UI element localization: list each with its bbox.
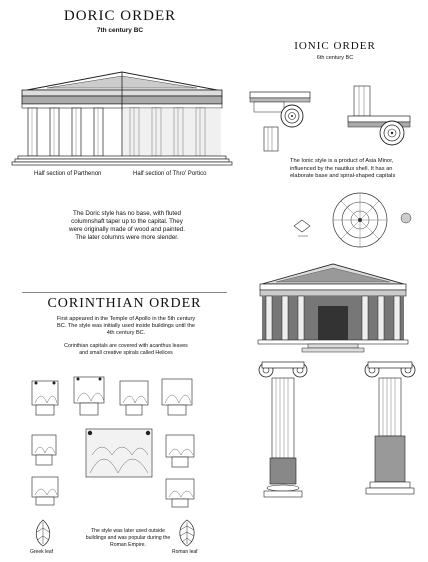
corinthian-capitals-grid — [30, 375, 200, 515]
corinthian-later-use: The style was later used outside buildings and was popular during the Roman Empire. — [85, 528, 171, 548]
corinthian-title: CORINTHIAN ORDER — [47, 296, 202, 311]
ionic-column-left — [258, 360, 308, 500]
doric-caption-left: Half section of Parthenon — [34, 171, 102, 177]
doric-temple-illustration — [12, 68, 232, 168]
doric-title: DORIC ORDER — [63, 8, 177, 24]
ionic-title: IONIC ORDER — [294, 40, 376, 52]
greek-leaf-label: Greek leaf — [30, 549, 54, 555]
ionic-capital-side — [348, 86, 410, 148]
corinthian-intro: First appeared in the Temple of Apollo in the 5th century BC. The style was initially used inside buildings until the 4th century BC. — [56, 316, 196, 336]
greek-leaf-illustration — [32, 518, 54, 548]
ionic-spiral-diagram — [288, 192, 418, 252]
corinthian-capitals-note: Corinthian capitals are covered with acanthus leaves and small creative spirals called Helices — [64, 343, 188, 356]
roman-leaf-label: Roman leaf — [172, 549, 198, 555]
ionic-subtitle: 6th century BC — [316, 55, 354, 61]
section-divider — [22, 292, 227, 293]
ionic-temple-illustration — [258, 262, 408, 352]
ionic-column-right — [364, 360, 416, 500]
doric-subtitle: 7th century BC — [96, 27, 144, 34]
doric-description: The Doric style has no base, with fluted columnshaft taper up to the capital. They were originally made of wood and painted. The later columns were more slender. — [69, 210, 185, 241]
doric-caption-right: Half section of Thro' Portico — [133, 171, 207, 177]
ionic-description: The Ionic style is a product of Asia Minor, influenced by the nautilus shell. It has an elaborate base and spiral-shaped capitals — [290, 158, 396, 179]
roman-leaf-illustration — [176, 518, 198, 548]
ionic-capital-front — [250, 92, 310, 152]
